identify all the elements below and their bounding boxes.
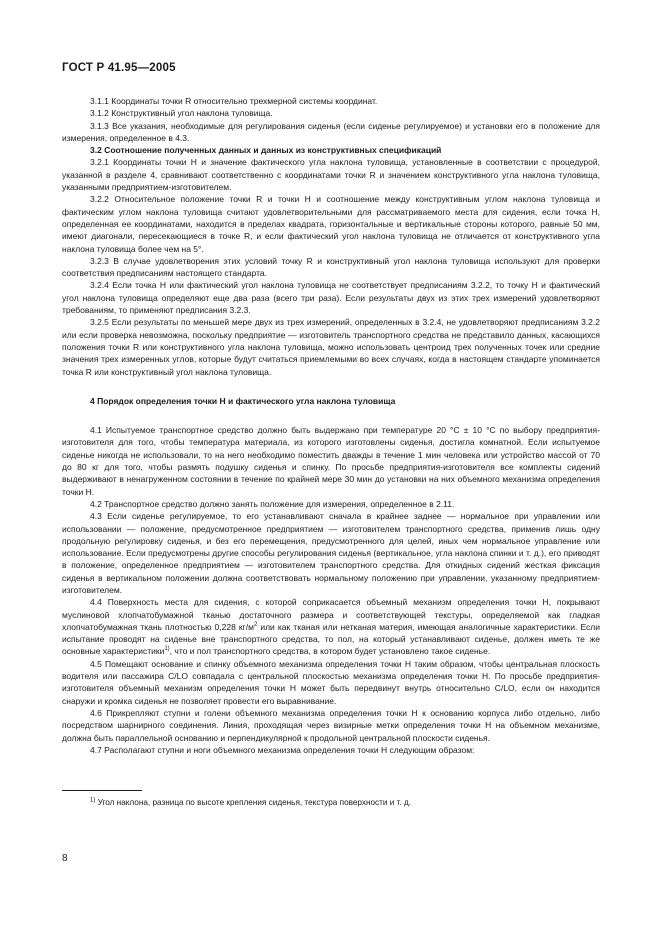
footnote	[90, 798, 411, 807]
paragraph-4-6: 4.6 Прикрепляют ступни и голени объемного механизма определения точки H к основанию корпуса либо отдельно, либо посредством шарнирного соединения. Линия, проходящая через визирные метки определения точки H на объемном механизме, должна быть параллельной основанию и перпендикулярной к продольной центральной плоскости сиденья.	[62, 707, 600, 743]
paragraph-4-5: 4.5 Помещают основание и спинку объемного механизма определения точки H таким образом, чтобы центральная плоскость водителя или пассажира C/LO совпадала с центральной плоскостью механизма определения точки H. По просьбе предприятия-изготовителя объемный механизм определения точки H может быть передвинут внутрь относительно C/LO, если он находится снаружи и кромка сиденья не позволяет провести его выравнивание.	[62, 658, 600, 706]
section-heading-3-2: 3.2 Соотношение полученных данных и данных из конструктивных спецификаций	[90, 145, 442, 156]
paragraph-4-4-end: , что и пол транспортного средства, в котором будет установлено такое сиденье.	[169, 646, 491, 657]
superscript-squared: 2	[253, 622, 258, 629]
footnote-reference: 1)	[164, 646, 170, 653]
paragraph-4-4-start: 4.4 Поверхность места для сидения, с которой соприкасается объемный механизм определения точки H, покрывают муслиновой хлопчатобумажной тканью достаточного размера и соответствующей текстуры, определяемой как гладкая хлопчатобумажная ткань плотностью 0,228 кг/м	[62, 597, 600, 632]
paragraph-4-4-middle: или как тканая или нетканая материя, имеющая аналогичные характеристики. Если испытание проводят на сиденье вне транспортного средства, то пол, на который устанавливают сиденье, должен иметь те же основные характеристики	[62, 621, 600, 657]
footnote-text: Угол наклона, разница по высоте крепления сиденья, текстура поверхности и т. д.	[95, 798, 412, 807]
footnote-divider	[62, 790, 142, 791]
document-header: ГОСТ Р 41.95—2005	[62, 62, 176, 74]
paragraph-4-4	[62, 596, 600, 657]
paragraph-3-1-2: 3.1.2 Конструктивный угол наклона туловища.	[90, 108, 273, 119]
paragraph-3-1-3: 3.1.3 Все указания, необходимые для регулирования сиденья (если сиденье регулируемое) и установки его в положение для измерения, определенное в 4.3.	[62, 120, 600, 143]
paragraph-3-2-2: 3.2.2 Относительное положение точки R и точки H и соотношение между конструктивным углом наклона туловища и фактическим углом наклона туловища считают удовлетворительными для рассматриваемого места для сидения, если точка H, определенная ее координатами, находится в пределах квадрата, горизонтальные и вертикальные стороны которого, равные 50 мм, имеют диагонали, пересекающиеся в точке R, и если фактический угол наклона туловища не отличается от конструктивного угла наклона туловища более чем на 5°.	[62, 194, 600, 254]
paragraph-3-2-4: 3.2.4 Если точка H или фактический угол наклона туловища не соответствует предписаниям 3.2.2, то точку H и фактический угол наклона туловища определяют еще два раза (всего три раза). Если результаты двух из этих трех измерений удовлетворяют требованиям, то применяют предписания 3.2.3.	[62, 280, 600, 316]
paragraph-3-2-3: 3.2.3 В случае удовлетворения этих условий точку R и конструктивный угол наклона туловища используют для проверки соответствия предписаниям настоящего стандарта.	[62, 255, 600, 279]
paragraph-3-2-5: 3.2.5 Если результаты по меньшей мере двух из трех измерений, определенных в 3.2.4, не удовлетворяют предписаниям 3.2.2 или если проверка невозможна, поскольку предприятие — изготовитель транспортного средства не представило данных, касающихся положения точки R или конструктивного угла наклона туловища, можно использовать центроид трех полученных точек или средние значения трех измеренных углов, которые будут считаться приемлемыми во всех случаях, когда в настоящем стандарте упоминается точка R или конструктивный угол наклона туловища.	[62, 317, 600, 377]
footnote-mark: 1)	[90, 797, 96, 804]
paragraph-4-7: 4.7 Располагают ступни и ноги объемного механизма определения точки H следующим образом:	[90, 744, 475, 755]
paragraph-4-3: 4.3 Если сиденье регулируемое, то его устанавливают сначала в крайнее заднее — нормальное при управлении или использовании — положение, предусмотренное предприятием — изготовителем транспортного средства, применив лишь одну продольную регулировку сиденья, и без его перемещения, предусмотренного для целей, иных чем нормальное управление или использование. Если предусмотрены другие способы регулирования сиденья (вертикальное, угла наклона спинки и т. д.), его приводят в положение, определенное предприятием — изготовителем транспортного средства. Для откидных сидений жесткая фиксация сиденья в вертикальном положении должна соответствовать нормальному положению при управлении, указанному предприятием-изготовителем.	[62, 511, 600, 595]
paragraph-3-2-1: 3.2.1 Координаты точки H и значение фактического угла наклона туловища, установленные в соответствии с процедурой, указанной в разделе 4, сравнивают соответственно с координатами точки R и значением конструктивного угла наклона туловища, указанными предприятием-изготовителем.	[62, 157, 600, 193]
paragraph-4-1: 4.1 Испытуемое транспортное средство должно быть выдержано при температуре 20 °C ± 10 °C по выбору предприятия-изготовителя для того, чтобы температура материала, из которого изготовлены сиденья, достигла комнатной. Если испытуемое сиденье никогда не использовали, то на него необходимо поместить дважды в течение 1 мин человека или устройство массой от 70 до 80 кг для того, чтобы размять подушку сиденья и спинку. По просьбе предприятия-изготовителя все комплекты сидений выдерживают в ненагруженном состоянии в течение по крайней мере 30 мин до установки на них объемного механизма определения точки H.	[62, 425, 600, 497]
body-text	[62, 95, 600, 756]
page-number: 8	[62, 853, 68, 864]
paragraph-3-1-1: 3.1.1 Координаты точки R относительно трехмерной системы координат.	[90, 96, 378, 106]
section-heading-4: 4 Порядок определения точки H и фактического угла наклона туловища	[90, 395, 396, 406]
paragraph-4-2: 4.2 Транспортное средство должно занять положение для измерения, определенное в 2.11.	[90, 498, 455, 509]
